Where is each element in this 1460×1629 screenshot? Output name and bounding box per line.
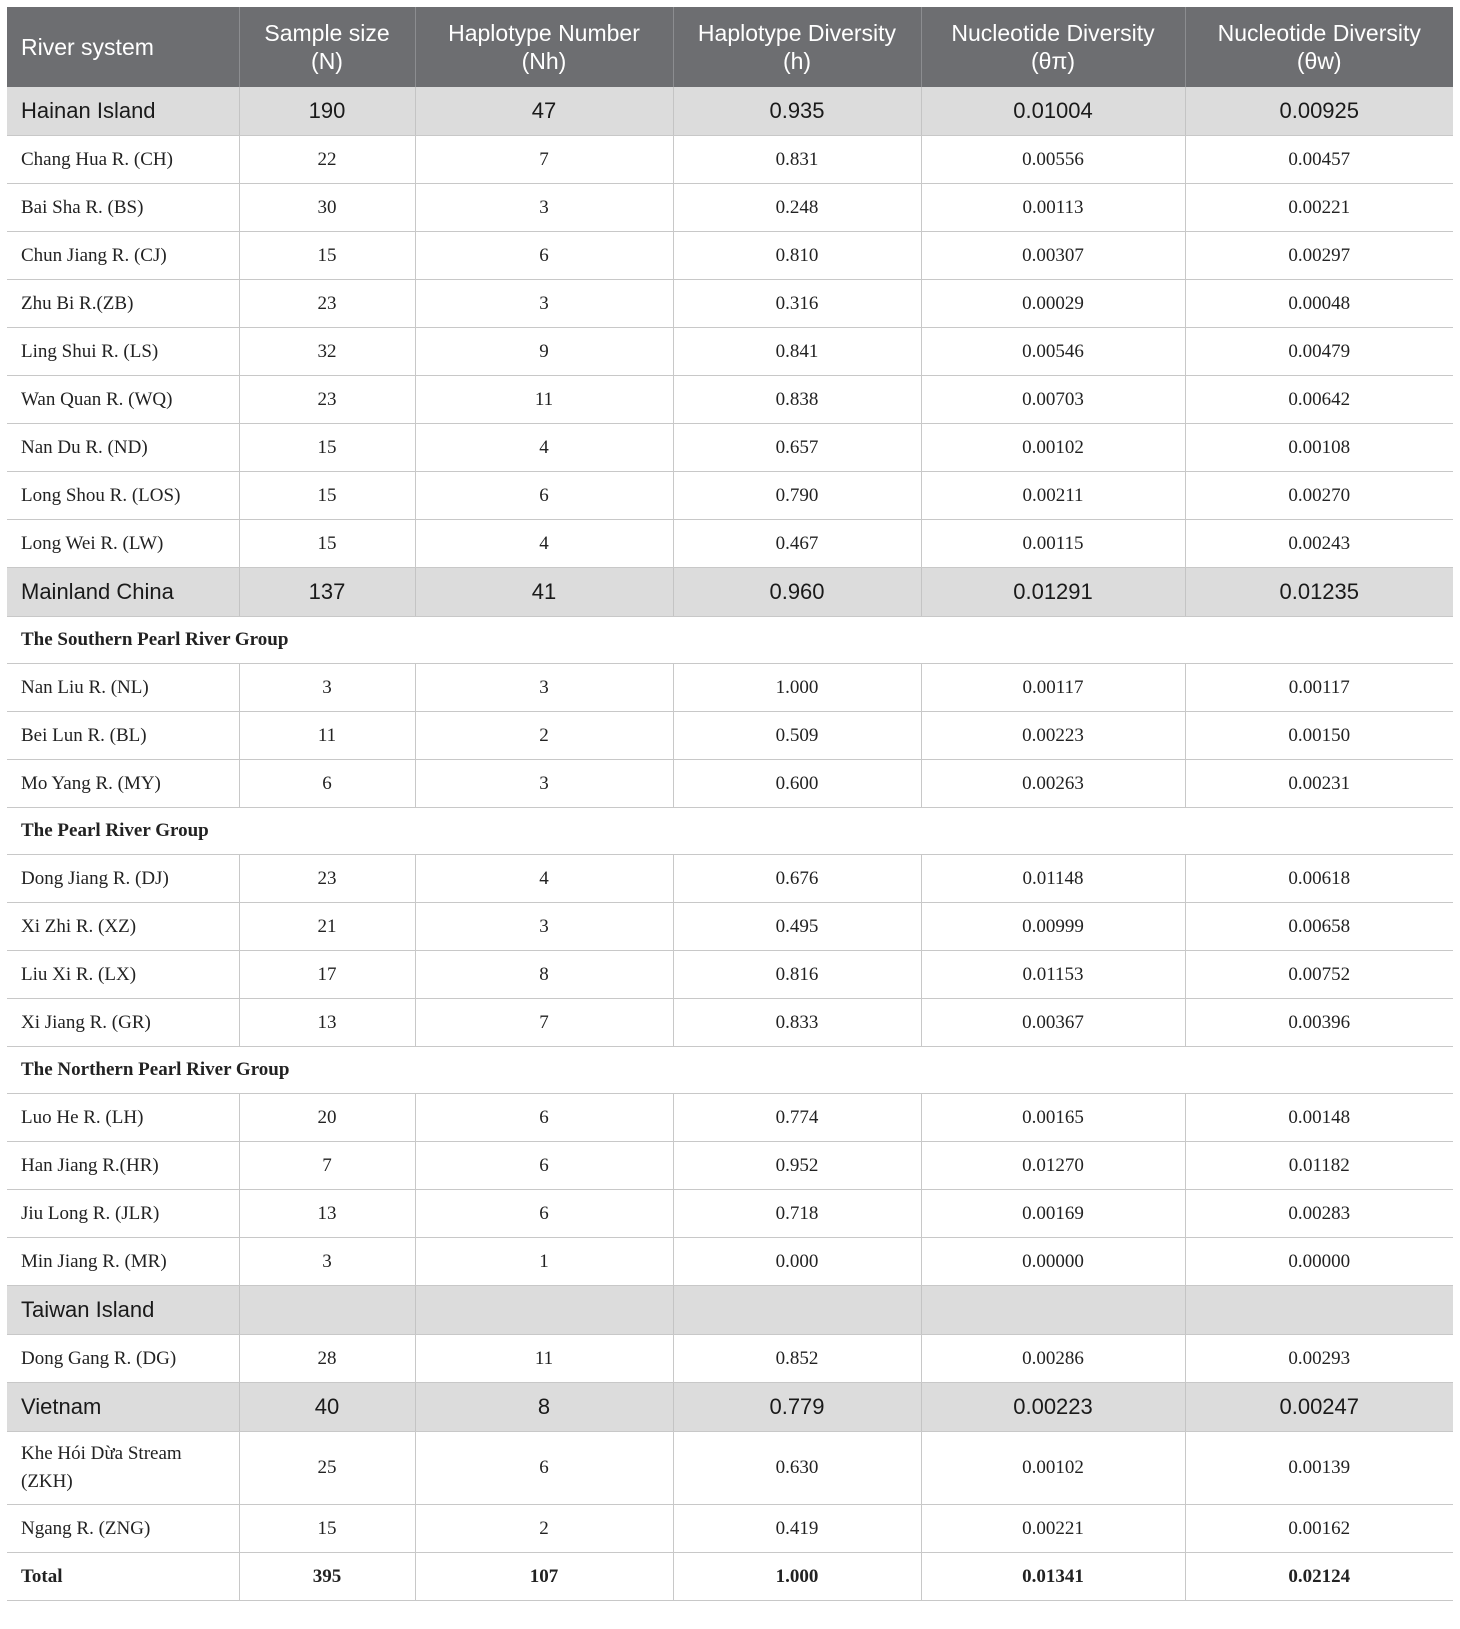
sample-size-cell: 23 [239, 376, 415, 424]
haplotype-number-cell: 3 [415, 280, 673, 328]
group-heading-row [7, 1047, 1453, 1094]
nucleotide-diversity-w-cell: 0.00396 [1185, 999, 1453, 1047]
nucleotide-diversity-w-cell: 0.00243 [1185, 520, 1453, 568]
sample-size-cell: 190 [239, 87, 415, 136]
haplotype-diversity-cell: 0.600 [673, 760, 921, 808]
haplotype-number-cell: 11 [415, 1335, 673, 1383]
nucleotide-diversity-pi-cell: 0.00029 [921, 280, 1185, 328]
nucleotide-diversity-pi-cell: 0.01341 [921, 1553, 1185, 1601]
region-row [7, 1383, 1453, 1432]
nucleotide-diversity-pi-cell: 0.00115 [921, 520, 1185, 568]
river-name-cell: Ngang R. (ZNG) [7, 1505, 239, 1553]
river-name-cell: Xi Jiang R. (GR) [7, 999, 239, 1047]
haplotype-diversity-cell: 0.960 [673, 568, 921, 617]
nucleotide-diversity-w-cell: 0.00231 [1185, 760, 1453, 808]
table-row [7, 1190, 1453, 1238]
river-name-cell: Dong Jiang R. (DJ) [7, 855, 239, 903]
nucleotide-diversity-pi-cell [921, 1286, 1185, 1335]
table-header-row [7, 7, 1453, 87]
table-row [7, 1094, 1453, 1142]
table-row [7, 520, 1453, 568]
nucleotide-diversity-pi-cell: 0.01270 [921, 1142, 1185, 1190]
nucleotide-diversity-pi-cell: 0.00703 [921, 376, 1185, 424]
group-label: The Northern Pearl River Group [7, 1047, 1453, 1094]
haplotype-diversity-cell: 0.657 [673, 424, 921, 472]
nucleotide-diversity-w-cell: 0.00221 [1185, 184, 1453, 232]
river-name-cell: Chang Hua R. (CH) [7, 136, 239, 184]
nucleotide-diversity-w-cell: 0.00658 [1185, 903, 1453, 951]
nucleotide-diversity-w-cell: 0.00642 [1185, 376, 1453, 424]
table-row [7, 136, 1453, 184]
table-row [7, 712, 1453, 760]
total-row [7, 1553, 1453, 1601]
haplotype-number-cell: 3 [415, 184, 673, 232]
sample-size-cell: 7 [239, 1142, 415, 1190]
nucleotide-diversity-w-cell: 0.01182 [1185, 1142, 1453, 1190]
nucleotide-diversity-w-cell: 0.00048 [1185, 280, 1453, 328]
river-name-cell: Chun Jiang R. (CJ) [7, 232, 239, 280]
sample-size-cell: 137 [239, 568, 415, 617]
table-body [7, 87, 1453, 1601]
haplotype-diversity-cell: 1.000 [673, 664, 921, 712]
haplotype-number-cell: 8 [415, 1383, 673, 1432]
nucleotide-diversity-pi-cell: 0.00211 [921, 472, 1185, 520]
nucleotide-diversity-w-cell: 0.00925 [1185, 87, 1453, 136]
haplotype-diversity-cell: 0.509 [673, 712, 921, 760]
nucleotide-diversity-w-cell: 0.00293 [1185, 1335, 1453, 1383]
haplotype-number-cell: 6 [415, 1142, 673, 1190]
header-river-system: River system [7, 7, 239, 87]
header-haplotype-number: Haplotype Number (Nh) [415, 7, 673, 87]
haplotype-diversity-cell: 0.495 [673, 903, 921, 951]
nucleotide-diversity-w-cell: 0.00162 [1185, 1505, 1453, 1553]
nucleotide-diversity-w-cell: 0.01235 [1185, 568, 1453, 617]
table-row [7, 903, 1453, 951]
table-row [7, 855, 1453, 903]
haplotype-number-cell: 11 [415, 376, 673, 424]
region-row [7, 87, 1453, 136]
sample-size-cell: 15 [239, 424, 415, 472]
nucleotide-diversity-pi-cell: 0.00169 [921, 1190, 1185, 1238]
sample-size-cell: 15 [239, 232, 415, 280]
nucleotide-diversity-w-cell: 0.00148 [1185, 1094, 1453, 1142]
haplotype-number-cell: 6 [415, 1190, 673, 1238]
sample-size-cell: 40 [239, 1383, 415, 1432]
region-row [7, 1286, 1453, 1335]
nucleotide-diversity-w-cell: 0.00457 [1185, 136, 1453, 184]
river-name-cell: Mo Yang R. (MY) [7, 760, 239, 808]
haplotype-diversity-cell: 0.838 [673, 376, 921, 424]
nucleotide-diversity-pi-cell: 0.01004 [921, 87, 1185, 136]
haplotype-number-cell: 4 [415, 520, 673, 568]
nucleotide-diversity-pi-cell: 0.00223 [921, 712, 1185, 760]
nucleotide-diversity-pi-cell: 0.00102 [921, 424, 1185, 472]
table-row [7, 951, 1453, 999]
nucleotide-diversity-pi-cell: 0.00113 [921, 184, 1185, 232]
header-haplotype-diversity: Haplotype Diversity (h) [673, 7, 921, 87]
group-label: The Pearl River Group [7, 808, 1453, 855]
river-name-cell: Vietnam [7, 1383, 239, 1432]
table-row [7, 376, 1453, 424]
nucleotide-diversity-pi-cell: 0.00546 [921, 328, 1185, 376]
river-name-cell: Jiu Long R. (JLR) [7, 1190, 239, 1238]
nucleotide-diversity-pi-cell: 0.01148 [921, 855, 1185, 903]
nucleotide-diversity-pi-cell: 0.01291 [921, 568, 1185, 617]
haplotype-diversity-cell: 0.935 [673, 87, 921, 136]
table-row [7, 1142, 1453, 1190]
river-name-cell: Han Jiang R.(HR) [7, 1142, 239, 1190]
nucleotide-diversity-w-cell: 0.00247 [1185, 1383, 1453, 1432]
sample-size-cell: 13 [239, 1190, 415, 1238]
river-name-cell: Dong Gang R. (DG) [7, 1335, 239, 1383]
table-row [7, 280, 1453, 328]
haplotype-number-cell: 2 [415, 1505, 673, 1553]
river-name-cell: Zhu Bi R.(ZB) [7, 280, 239, 328]
nucleotide-diversity-w-cell: 0.00108 [1185, 424, 1453, 472]
haplotype-diversity-cell: 0.467 [673, 520, 921, 568]
sample-size-cell [239, 1286, 415, 1335]
nucleotide-diversity-w-cell: 0.00270 [1185, 472, 1453, 520]
river-name-cell: Mainland China [7, 568, 239, 617]
haplotype-diversity-cell: 0.248 [673, 184, 921, 232]
river-name-cell: Min Jiang R. (MR) [7, 1238, 239, 1286]
sample-size-cell: 6 [239, 760, 415, 808]
nucleotide-diversity-w-cell: 0.02124 [1185, 1553, 1453, 1601]
nucleotide-diversity-pi-cell: 0.00000 [921, 1238, 1185, 1286]
table-row [7, 232, 1453, 280]
table-row [7, 760, 1453, 808]
nucleotide-diversity-w-cell [1185, 1286, 1453, 1335]
group-heading-row [7, 808, 1453, 855]
header-sample-size: Sample size (N) [239, 7, 415, 87]
nucleotide-diversity-pi-cell: 0.00102 [921, 1432, 1185, 1505]
haplotype-diversity-cell: 0.952 [673, 1142, 921, 1190]
nucleotide-diversity-pi-cell: 0.00367 [921, 999, 1185, 1047]
header-nucleotide-diversity-w: Nucleotide Diversity (θw) [1185, 7, 1453, 87]
haplotype-number-cell: 107 [415, 1553, 673, 1601]
sample-size-cell: 21 [239, 903, 415, 951]
river-name-cell: Ling Shui R. (LS) [7, 328, 239, 376]
nucleotide-diversity-w-cell: 0.00618 [1185, 855, 1453, 903]
nucleotide-diversity-pi-cell: 0.00999 [921, 903, 1185, 951]
table-row [7, 664, 1453, 712]
table-row [7, 1505, 1453, 1553]
haplotype-diversity-cell: 0.790 [673, 472, 921, 520]
river-name-cell: Long Shou R. (LOS) [7, 472, 239, 520]
haplotype-number-cell: 4 [415, 855, 673, 903]
nucleotide-diversity-w-cell: 0.00139 [1185, 1432, 1453, 1505]
river-name-cell: Nan Liu R. (NL) [7, 664, 239, 712]
haplotype-diversity-cell: 0.419 [673, 1505, 921, 1553]
sample-size-cell: 15 [239, 472, 415, 520]
haplotype-diversity-cell [673, 1286, 921, 1335]
table-row [7, 328, 1453, 376]
river-name-cell: Bei Lun R. (BL) [7, 712, 239, 760]
sample-size-cell: 20 [239, 1094, 415, 1142]
river-name-cell: Xi Zhi R. (XZ) [7, 903, 239, 951]
haplotype-number-cell: 6 [415, 1094, 673, 1142]
diversity-table [7, 7, 1453, 1601]
nucleotide-diversity-pi-cell: 0.00117 [921, 664, 1185, 712]
nucleotide-diversity-w-cell: 0.00283 [1185, 1190, 1453, 1238]
nucleotide-diversity-w-cell: 0.00297 [1185, 232, 1453, 280]
sample-size-cell: 22 [239, 136, 415, 184]
nucleotide-diversity-pi-cell: 0.00223 [921, 1383, 1185, 1432]
table-row [7, 424, 1453, 472]
haplotype-diversity-cell: 0.810 [673, 232, 921, 280]
haplotype-number-cell: 6 [415, 1432, 673, 1505]
sample-size-cell: 23 [239, 855, 415, 903]
table-row [7, 999, 1453, 1047]
river-name-cell: Liu Xi R. (LX) [7, 951, 239, 999]
haplotype-diversity-cell: 0.833 [673, 999, 921, 1047]
haplotype-number-cell: 4 [415, 424, 673, 472]
sample-size-cell: 32 [239, 328, 415, 376]
nucleotide-diversity-w-cell: 0.00752 [1185, 951, 1453, 999]
haplotype-diversity-cell: 0.000 [673, 1238, 921, 1286]
haplotype-number-cell: 3 [415, 903, 673, 951]
river-name-cell: Total [7, 1553, 239, 1601]
haplotype-number-cell: 8 [415, 951, 673, 999]
sample-size-cell: 395 [239, 1553, 415, 1601]
haplotype-number-cell: 6 [415, 232, 673, 280]
haplotype-number-cell: 3 [415, 664, 673, 712]
header-nucleotide-diversity-pi: Nucleotide Diversity (θπ) [921, 7, 1185, 87]
haplotype-number-cell: 2 [415, 712, 673, 760]
haplotype-diversity-cell: 0.316 [673, 280, 921, 328]
sample-size-cell: 25 [239, 1432, 415, 1505]
haplotype-number-cell: 7 [415, 999, 673, 1047]
haplotype-number-cell: 7 [415, 136, 673, 184]
sample-size-cell: 15 [239, 1505, 415, 1553]
haplotype-diversity-cell: 0.852 [673, 1335, 921, 1383]
nucleotide-diversity-w-cell: 0.00117 [1185, 664, 1453, 712]
nucleotide-diversity-w-cell: 0.00000 [1185, 1238, 1453, 1286]
haplotype-diversity-cell: 0.718 [673, 1190, 921, 1238]
nucleotide-diversity-pi-cell: 0.00263 [921, 760, 1185, 808]
haplotype-number-cell: 9 [415, 328, 673, 376]
haplotype-diversity-cell: 1.000 [673, 1553, 921, 1601]
haplotype-diversity-cell: 0.630 [673, 1432, 921, 1505]
sample-size-cell: 11 [239, 712, 415, 760]
river-name-cell: Bai Sha R. (BS) [7, 184, 239, 232]
sample-size-cell: 3 [239, 1238, 415, 1286]
sample-size-cell: 23 [239, 280, 415, 328]
haplotype-number-cell: 1 [415, 1238, 673, 1286]
haplotype-diversity-cell: 0.676 [673, 855, 921, 903]
haplotype-number-cell: 3 [415, 760, 673, 808]
table-row [7, 184, 1453, 232]
nucleotide-diversity-pi-cell: 0.00556 [921, 136, 1185, 184]
river-name-cell: Wan Quan R. (WQ) [7, 376, 239, 424]
river-name-cell: Taiwan Island [7, 1286, 239, 1335]
nucleotide-diversity-pi-cell: 0.00307 [921, 232, 1185, 280]
nucleotide-diversity-w-cell: 0.00150 [1185, 712, 1453, 760]
table-row [7, 1432, 1453, 1505]
sample-size-cell: 3 [239, 664, 415, 712]
haplotype-number-cell: 47 [415, 87, 673, 136]
river-name-cell: Khe Hói Dừa Stream (ZKH) [7, 1432, 239, 1505]
haplotype-diversity-cell: 0.831 [673, 136, 921, 184]
nucleotide-diversity-pi-cell: 0.01153 [921, 951, 1185, 999]
sample-size-cell: 15 [239, 520, 415, 568]
river-name-cell: Luo He R. (LH) [7, 1094, 239, 1142]
sample-size-cell: 28 [239, 1335, 415, 1383]
haplotype-diversity-cell: 0.816 [673, 951, 921, 999]
group-heading-row [7, 617, 1453, 664]
table-row [7, 1335, 1453, 1383]
river-name-cell: Long Wei R. (LW) [7, 520, 239, 568]
group-label: The Southern Pearl River Group [7, 617, 1453, 664]
haplotype-number-cell [415, 1286, 673, 1335]
table-row [7, 472, 1453, 520]
region-row [7, 568, 1453, 617]
table-row [7, 1238, 1453, 1286]
haplotype-number-cell: 6 [415, 472, 673, 520]
nucleotide-diversity-pi-cell: 0.00286 [921, 1335, 1185, 1383]
haplotype-diversity-cell: 0.841 [673, 328, 921, 376]
nucleotide-diversity-pi-cell: 0.00165 [921, 1094, 1185, 1142]
haplotype-number-cell: 41 [415, 568, 673, 617]
river-name-cell: Nan Du R. (ND) [7, 424, 239, 472]
sample-size-cell: 30 [239, 184, 415, 232]
sample-size-cell: 17 [239, 951, 415, 999]
nucleotide-diversity-w-cell: 0.00479 [1185, 328, 1453, 376]
haplotype-diversity-cell: 0.779 [673, 1383, 921, 1432]
sample-size-cell: 13 [239, 999, 415, 1047]
nucleotide-diversity-pi-cell: 0.00221 [921, 1505, 1185, 1553]
river-name-cell: Hainan Island [7, 87, 239, 136]
haplotype-diversity-cell: 0.774 [673, 1094, 921, 1142]
